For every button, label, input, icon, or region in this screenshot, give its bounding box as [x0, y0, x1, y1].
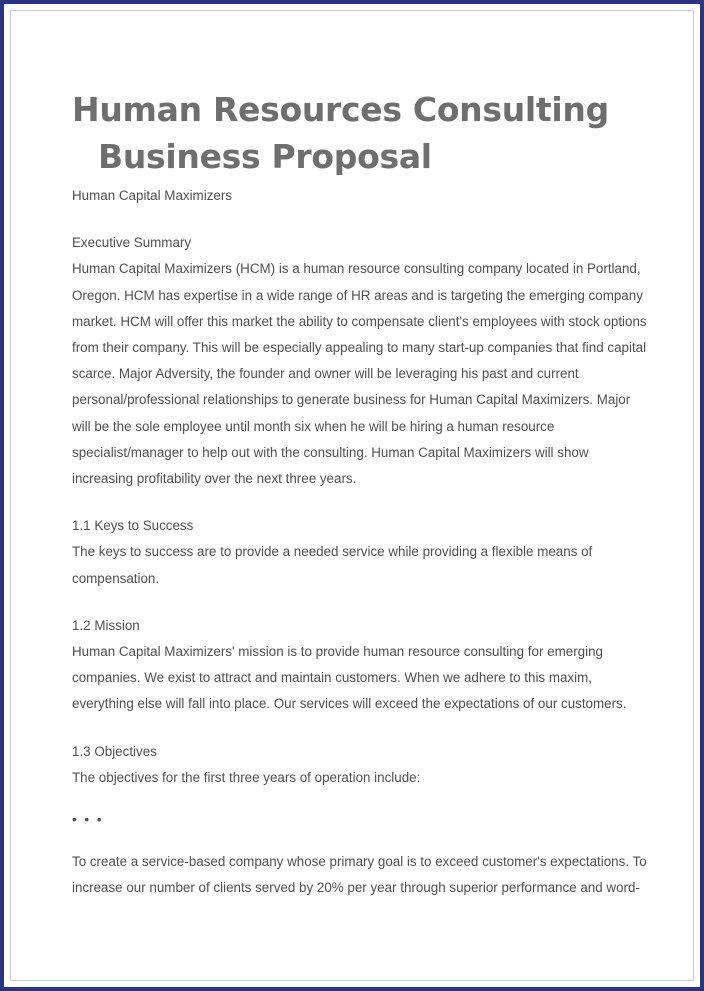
title-line-2: Business Proposal: [98, 137, 432, 176]
section-body: The objectives for the first three years of operation include:: [72, 769, 421, 785]
section-heading: Executive Summary: [72, 235, 192, 251]
section-executive-summary: [72, 230, 647, 492]
title-line-1: Human Resources Consulting: [72, 90, 609, 129]
document-page: [72, 86, 647, 901]
section-heading: 1.2 Mission: [72, 617, 140, 633]
bullet-dots: • • •: [72, 812, 104, 828]
section-objectives: [72, 739, 647, 791]
company-name: Human Capital Maximizers: [72, 188, 232, 203]
section-heading: 1.1 Keys to Success: [72, 518, 194, 534]
section-body: Human Capital Maximizers' mission is to provide human resource consulting for emerging companies. We exist to attract and maintain customers. When we adhere to this maxim, everything else will fall into place. Our services will exceed the expectations of our customers.: [72, 644, 627, 712]
document-title: [72, 86, 647, 180]
section-mission: [72, 613, 647, 718]
section-body: Human Capital Maximizers (HCM) is a human resource consulting company located in Portland, Oregon. HCM has expertise in a wide range of HR areas and is targeting the emerging company market. HCM will offer this market the ability to compensate client's employees with stock options from their company. This will be especially appealing to many start-up companies that find capital scarce. Major Adversity, the founder and owner will be leveraging his past and current personal/professional relationships to generate business for Human Capital Maximizers. Major will be the sole employee until month six when he will be hiring a human resource specialist/manager to help out with the consulting. Human Capital Maximizers will show increasing profitability over the next three years.: [72, 261, 647, 487]
section-body: The keys to success are to provide a needed service while providing a flexible means of compensation.: [72, 544, 593, 586]
section-heading: 1.3 Objectives: [72, 743, 157, 759]
section-keys-to-success: [72, 513, 647, 592]
closing-paragraph: To create a service-based company whose primary goal is to exceed customer's expectations. To increase our number of clients served by 20% per year through superior performance and word-: [72, 854, 647, 896]
